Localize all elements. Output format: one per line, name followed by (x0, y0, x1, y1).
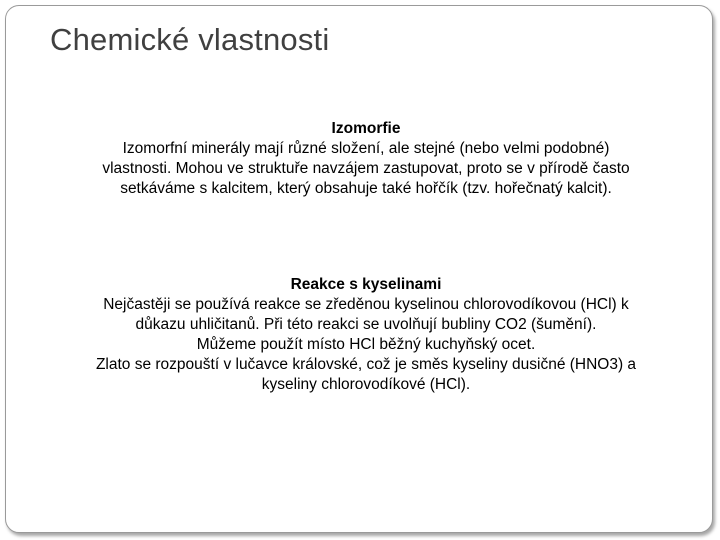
text-line: důkazu uhličitanů. Při této reakci se uvolňují bubliny CO2 (šumění). (135, 316, 597, 333)
text-line: Nejčastěji se používá reakce se zředěnou kyselinou chlorovodíkovou (HCl) k (103, 296, 629, 313)
text-line: vlastnosti. Mohou ve struktuře navzájem zastupovat, proto se v přírodě často (102, 160, 630, 177)
section-heading: Reakce s kyselinami (290, 276, 442, 293)
text-line: kyseliny chlorovodíkové (HCl). (261, 376, 471, 393)
text-line: setkáváme s kalcitem, který obsahuje také hořčík (tzv. hořečnatý kalcit). (120, 180, 612, 197)
text-line: Izomorfní minerály mají různé složení, ale stejné (nebo velmi podobné) (122, 140, 610, 157)
slide-title: Chemické vlastnosti (50, 22, 330, 57)
section-heading: Izomorfie (331, 120, 401, 137)
text-line: Můžeme použít místo HCl běžný kuchyňský ocet. (196, 336, 536, 353)
section-izomorfie (26, 119, 706, 199)
text-line: Zlato se rozpouští v lučavce královské, což je směs kyseliny dusičné (HNO3) a (95, 356, 637, 373)
section-reakce-s-kyselinami (26, 275, 706, 395)
slide (5, 5, 713, 533)
